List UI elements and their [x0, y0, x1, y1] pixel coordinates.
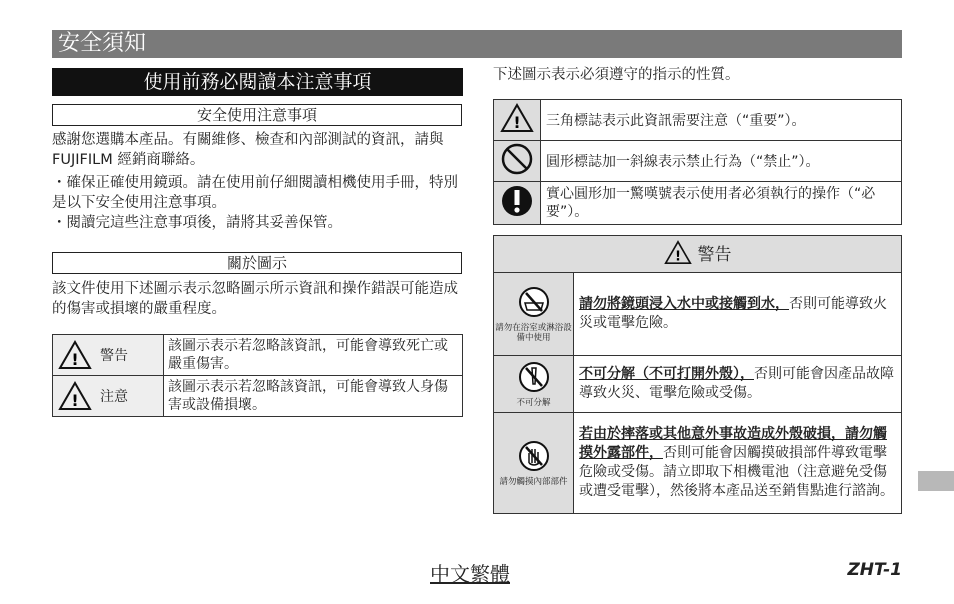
disassembly-warning-text: 否則可能會因產品故障導致火災、電擊危險或受傷。: [579, 366, 894, 401]
bullet-2: ・閱讀完這些注意事項後，請將其妥善保管。: [52, 215, 342, 231]
warning-row-disassemble: [494, 356, 902, 413]
warning-row-internal-parts: [494, 413, 902, 514]
warning-triangle-icon: [58, 340, 92, 370]
no-water-icon: [517, 285, 551, 319]
no-touch-icon: [517, 439, 551, 473]
section-title: 安全須知: [58, 31, 147, 56]
prohibited-circle-icon: [500, 142, 534, 176]
symbol-prohibited-text: 圓形標誌加一斜線表示禁止行為（“禁止”）。: [541, 141, 902, 182]
internal-parts-warning-bold: 若由於摔落或其他意外事故造成外殼破損，請勿觸摸外露部件，: [579, 426, 887, 461]
svg-text:!: !: [513, 113, 521, 132]
severity-table: [52, 334, 463, 417]
about-icons-text: 該文件使用下述圖示表示忽略圖示所示資訊和操作錯誤可能造成的傷害或損壞的嚴重程度。: [52, 281, 458, 317]
required-exclamation-icon: [500, 184, 534, 218]
symbol-row-important: [494, 100, 902, 141]
bullet-1: ・確保正確使用鏡頭。請在使用前仔細閱讀相機使用手冊，特別是以下安全使用注意事項。: [52, 175, 458, 211]
caution-label: 注意: [100, 389, 128, 405]
symbols-intro: 下述圖示表示必須遵守的指示的性質。: [493, 67, 740, 83]
no-disassembly-icon: [517, 360, 551, 394]
symbol-important-text: 三角標誌表示此資訊需要注意（“重要”）。: [541, 100, 902, 141]
symbol-row-prohibited: [494, 141, 902, 182]
section-title-bar: [52, 30, 902, 58]
warning-table: [493, 235, 902, 514]
warning-table-header: [494, 236, 902, 273]
severity-row-caution: [53, 376, 463, 417]
side-tab: [918, 471, 954, 491]
disassembly-warning-bold: 不可分解（不可打開外殼），: [579, 366, 754, 382]
attention-triangle-icon: [500, 103, 534, 133]
warning-label: 警告: [100, 348, 128, 364]
water-warning-text: 否則可能導致火災或電擊危險。: [579, 296, 887, 331]
svg-text:!: !: [71, 350, 79, 369]
warning-description: 該圖示表示若忽略該資訊，可能會導致死亡或嚴重傷害。: [164, 335, 463, 376]
symbol-table: [493, 99, 902, 225]
warning-row-water: [494, 273, 902, 356]
page-number: ZHT-1: [847, 560, 902, 580]
svg-text:!: !: [71, 391, 79, 410]
intro-paragraph: 感謝您選購本產品。有關維修、檢查和內部測試的資訊，請與 FUJIFILM 經銷商聯絡。: [52, 132, 444, 168]
footer-language: 中文繁體: [430, 562, 510, 586]
internal-parts-warning-text: 否則可能會因觸摸破損部件導致電擊危險或受傷。請立即取下相機電池（注意避免受傷或遭受電擊），然後將本產品送至銷售點進行諮詢。: [579, 445, 894, 499]
about-icons-title: 關於圖示: [52, 252, 462, 274]
safe-use-title: 安全使用注意事項: [52, 104, 462, 126]
warning-header-label: 警告: [697, 244, 732, 265]
caution-description: 該圖示表示若忽略該資訊，可能會導致人身傷害或設備損壞。: [164, 376, 463, 417]
read-before-use-banner: 使用前務必閱讀本注意事項: [52, 68, 463, 96]
no-disassembly-caption: 不可分解: [516, 397, 551, 408]
severity-row-warning: [53, 335, 463, 376]
symbol-row-required: [494, 182, 902, 225]
svg-text:!: !: [674, 249, 681, 265]
water-warning-bold: 請勿將鏡頭浸入水中或接觸到水，: [579, 296, 789, 312]
warning-header-triangle-icon: [664, 240, 692, 265]
no-touch-caption: 請勿觸摸內部部件: [499, 476, 568, 487]
no-water-caption: 請勿在浴室或淋浴設備中使用: [495, 322, 572, 343]
symbol-required-text: 實心圓形加一驚嘆號表示使用者必須執行的操作（“必要”）。: [541, 182, 902, 225]
caution-triangle-icon: [58, 381, 92, 411]
